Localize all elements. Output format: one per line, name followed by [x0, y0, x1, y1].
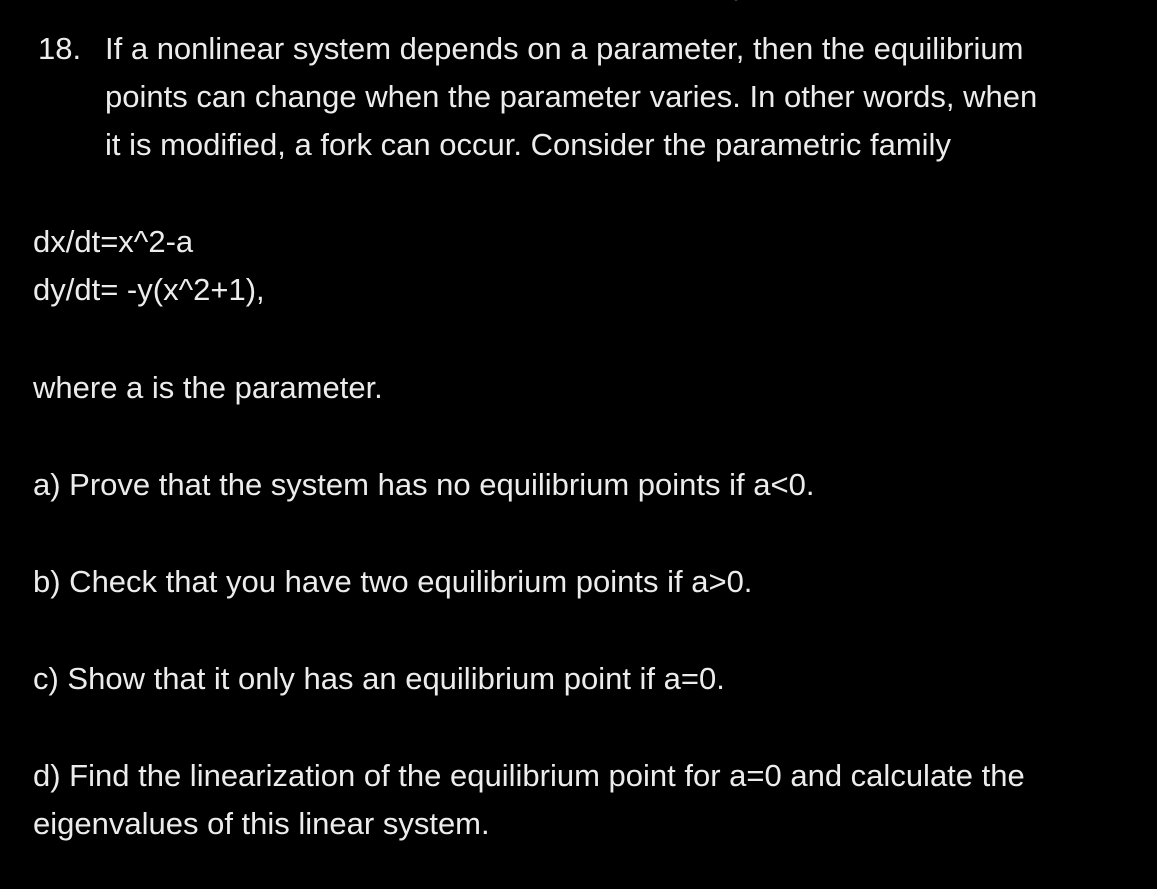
- problem-statement: [105, 25, 1153, 169]
- problem-number: 18.: [38, 31, 82, 66]
- cutoff-header-text: [0, 0, 1157, 6]
- equation-dy-dt: dy/dt= -y(x^2+1),: [33, 272, 265, 307]
- part-d-line-1: d) Find the linearization of the equilibrium point for a=0 and calculate the: [33, 758, 1025, 793]
- equation-dx-dt: dx/dt=x^2-a: [33, 224, 194, 259]
- part-d-line-2: eigenvalues of this linear system.: [33, 806, 490, 841]
- part-a: a) Prove that the system has no equilibrium points if a<0.: [33, 467, 815, 502]
- problem-line-1: If a nonlinear system depends on a parameter, then the equilibrium: [105, 31, 1024, 66]
- part-c: c) Show that it only has an equilibrium point if a=0.: [33, 661, 725, 696]
- problem-line-3: it is modified, a fork can occur. Consider the parametric family: [105, 127, 951, 162]
- parameter-note: where a is the parameter.: [33, 370, 383, 405]
- part-b: b) Check that you have two equilibrium points if a>0.: [33, 564, 753, 599]
- problem-18: [38, 25, 1153, 169]
- problem-line-2: points can change when the parameter varies. In other words, when: [105, 79, 1038, 114]
